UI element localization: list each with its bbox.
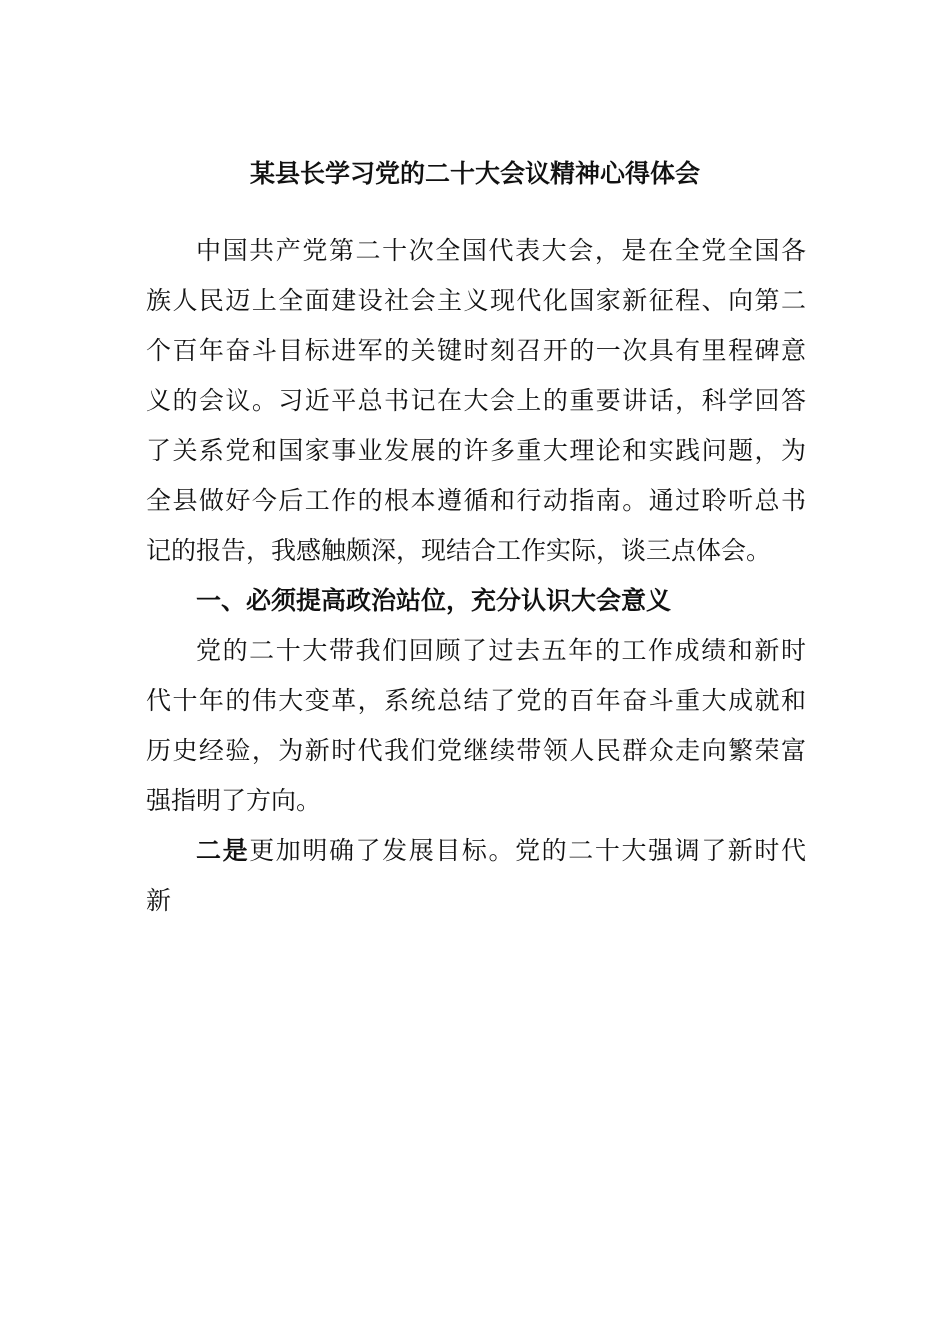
paragraph-line: 强指明了方向。 (146, 786, 322, 815)
paragraph-line (196, 829, 806, 873)
section-heading: 一、必须提高政治站位，充分认识大会意义 (196, 586, 672, 615)
paragraph-line-text: 更加明确了发展目标。党的二十大强调了新时代 (249, 836, 806, 865)
paragraph-line: 历史经验，为新时代我们党继续带领人民群众走向繁荣富 (146, 736, 806, 765)
paragraph-line: 新 (146, 886, 172, 915)
paragraph-line: 记的报告，我感触颇深，现结合工作实际，谈三点体会。 (146, 536, 772, 565)
paragraph-line: 义的会议。习近平总书记在大会上的重要讲话，科学回答 (146, 386, 806, 415)
paragraph-line: 个百年奋斗目标进军的关键时刻召开的一次具有里程碑意 (146, 336, 806, 365)
paragraph-line: 全县做好今后工作的根本遵循和行动指南。通过聆听总书 (146, 486, 806, 515)
paragraph-line: 党的二十大带我们回顾了过去五年的工作成绩和新时 (196, 636, 806, 665)
document-title: 某县长学习党的二十大会议精神心得体会 (249, 159, 700, 188)
paragraph-line: 了关系党和国家事业发展的许多重大理论和实践问题，为 (146, 436, 806, 465)
paragraph-line: 中国共产党第二十次全国代表大会，是在全党全国各 (196, 236, 806, 265)
paragraph-lead: 二是 (196, 836, 250, 865)
paragraph-line: 族人民迈上全面建设社会主义现代化国家新征程、向第二 (146, 286, 806, 315)
paragraph-line: 代十年的伟大变革，系统总结了党的百年奋斗重大成就和 (146, 686, 806, 715)
